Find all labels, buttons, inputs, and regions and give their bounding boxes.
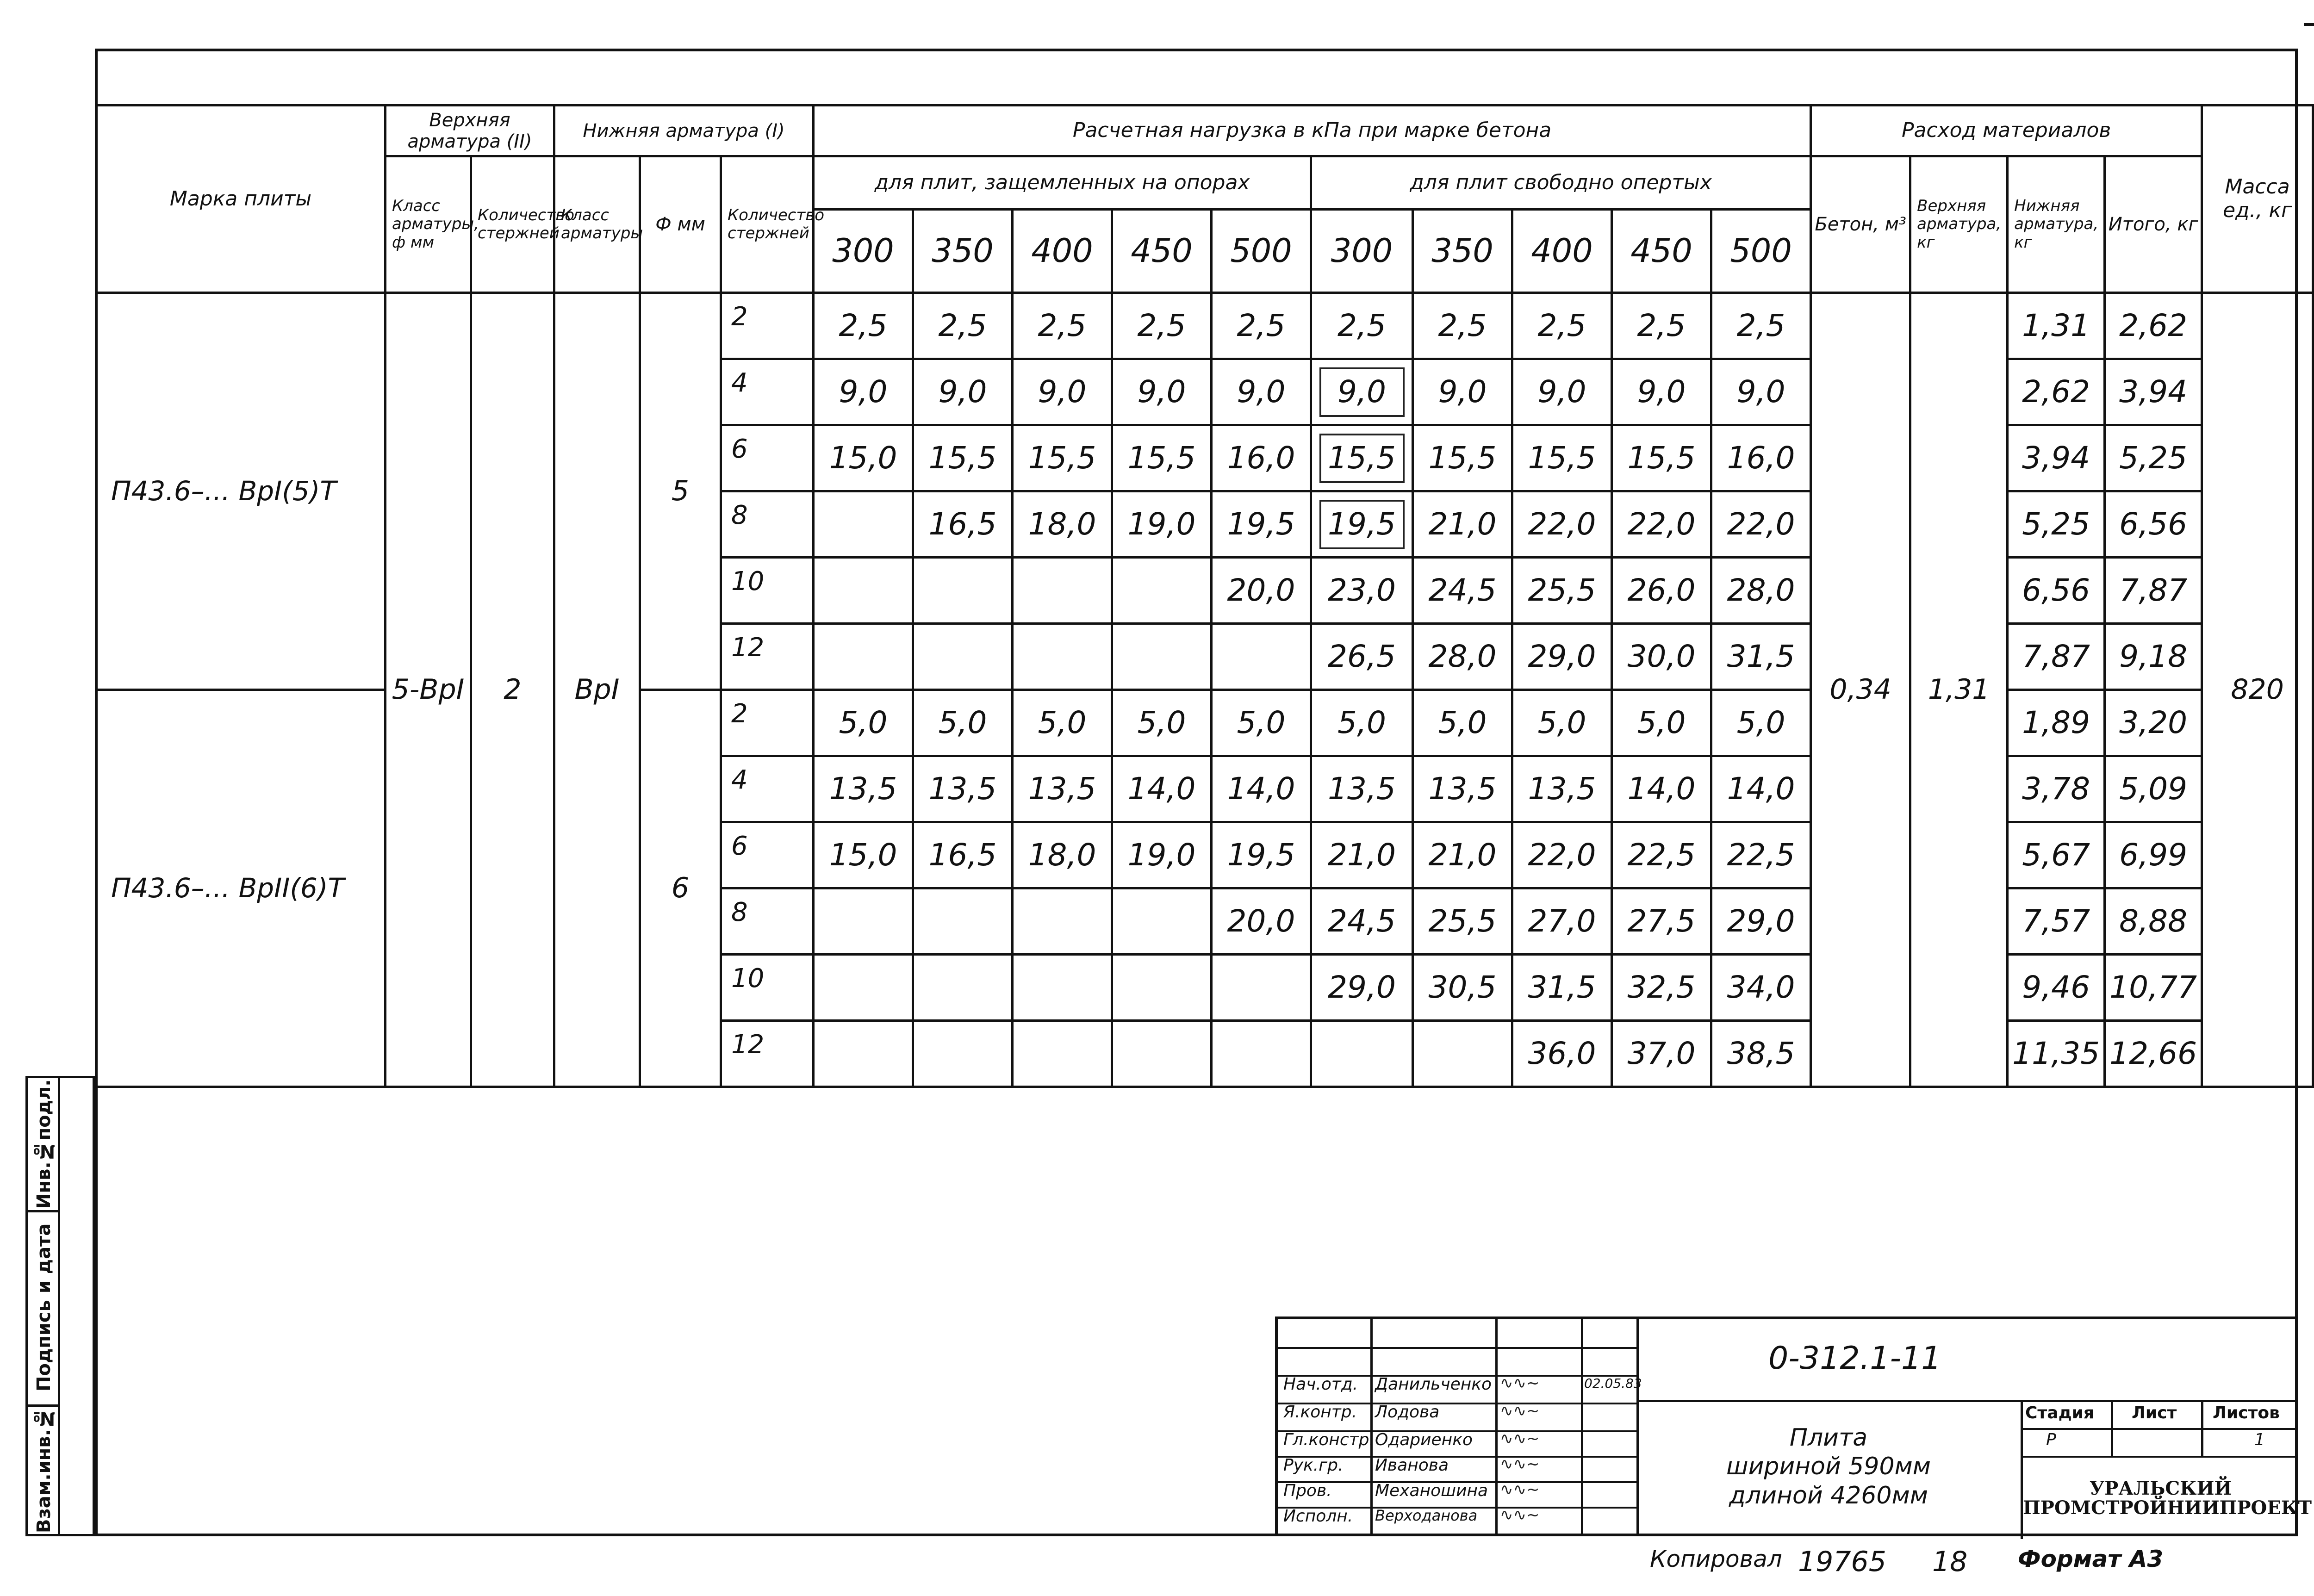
load-value: 2,5 [913, 293, 1013, 359]
load-value: 5,0 [913, 690, 1013, 756]
total-kg: 6,99 [2105, 822, 2202, 888]
role-5: Исполн. [1283, 1507, 1353, 1526]
load-value: 19,0 [1112, 822, 1212, 888]
load-value: 19,5 [1212, 822, 1311, 888]
total-kg: 3,94 [2105, 359, 2202, 425]
total-kg: 9,18 [2105, 624, 2202, 690]
hdr-lower-kg: Нижняя арматура, кг [2008, 156, 2105, 293]
load-value: 23,0 [1311, 558, 1413, 624]
title-block [1275, 1317, 2312, 1536]
name-5: Верходанова [1375, 1507, 1478, 1524]
upper-qty: 2 [471, 293, 554, 1087]
name-4: Механошина [1375, 1481, 1488, 1500]
role-4: Пров. [1283, 1481, 1332, 1500]
grade-1: 350 [913, 210, 1013, 293]
lower-reinf-kg: 1,89 [2008, 690, 2105, 756]
hdr-cls-lower: Класс арматуры [554, 156, 640, 293]
load-value: 5,0 [814, 690, 913, 756]
hdr-design-load: Расчетная нагрузка в кПа при марке бетона [814, 106, 1811, 156]
title-line-3: длиной 4260мм [1729, 1481, 1928, 1509]
load-value [1112, 955, 1212, 1021]
load-value: 13,5 [1413, 756, 1512, 822]
lower-reinf-kg: 6,56 [2008, 558, 2105, 624]
load-value: 16,0 [1711, 425, 1811, 491]
load-value: 26,0 [1612, 558, 1711, 624]
stage-label: Стадия [2025, 1403, 2094, 1422]
load-value [1013, 955, 1112, 1021]
load-value [1212, 1021, 1311, 1087]
load-value: 2,5 [1311, 293, 1413, 359]
grade-7: 400 [1512, 210, 1612, 293]
load-value [913, 888, 1013, 955]
load-value: 5,0 [1413, 690, 1512, 756]
grade-5: 300 [1311, 210, 1413, 293]
bar-count: 6 [721, 425, 814, 491]
load-table [95, 104, 2314, 1088]
load-value: 30,5 [1413, 955, 1512, 1021]
hdr-qty-lower: Количество стержней [721, 156, 814, 293]
title-line-1: Плита [1789, 1424, 1868, 1452]
load-value: 9,0 [1711, 359, 1811, 425]
bar-count: 10 [721, 558, 814, 624]
load-value: 25,5 [1512, 558, 1612, 624]
grade-4: 500 [1212, 210, 1311, 293]
lower-reinf-kg: 5,25 [2008, 491, 2105, 558]
name-0: Данильченко [1375, 1375, 1492, 1394]
total-kg: 5,09 [2105, 756, 2202, 822]
upper-class: 5-ВрI [386, 293, 471, 1087]
load-value: 18,0 [1013, 491, 1112, 558]
total-kg: 2,62 [2105, 293, 2202, 359]
lower-dia: 6 [640, 690, 721, 1087]
load-value [814, 1021, 913, 1087]
lower-reinf-kg: 3,94 [2008, 425, 2105, 491]
load-value [1413, 1021, 1512, 1087]
footer-n2: 18 [1932, 1546, 1968, 1578]
total-kg: 12,66 [2105, 1021, 2202, 1087]
load-value: 15,5 [913, 425, 1013, 491]
load-value: 22,0 [1512, 822, 1612, 888]
bar-count: 4 [721, 359, 814, 425]
load-value: 15,5 [1311, 425, 1413, 491]
bar-count: 2 [721, 293, 814, 359]
sheet-label: Лист [2132, 1403, 2177, 1422]
name-1: Лодова [1375, 1403, 1440, 1422]
load-value: 2,5 [1512, 293, 1612, 359]
sheets-value: 1 [2254, 1430, 2265, 1449]
load-value [1212, 624, 1311, 690]
footer-copied: Копировал [1650, 1546, 1782, 1572]
grade-0: 300 [814, 210, 913, 293]
load-value: 9,0 [1512, 359, 1612, 425]
load-value: 20,0 [1212, 558, 1311, 624]
load-value: 28,0 [1711, 558, 1811, 624]
lower-reinf-kg: 5,67 [2008, 822, 2105, 888]
doc-title [1643, 1423, 2014, 1510]
bar-count: 10 [721, 955, 814, 1021]
load-value [913, 624, 1013, 690]
hdr-total-kg: Итого, кг [2105, 156, 2202, 293]
load-value: 2,5 [1612, 293, 1711, 359]
stage-value: Р [2046, 1430, 2056, 1449]
load-value: 22,0 [1612, 491, 1711, 558]
load-value: 38,5 [1711, 1021, 1811, 1087]
role-1: Я.контр. [1283, 1403, 1357, 1422]
load-value: 31,5 [1512, 955, 1612, 1021]
total-kg: 8,88 [2105, 888, 2202, 955]
signature-1: ∿∿~ [1500, 1402, 1540, 1420]
name-2: Одариенко [1375, 1430, 1473, 1449]
grade-2: 400 [1013, 210, 1112, 293]
load-value: 9,0 [1311, 359, 1413, 425]
load-value: 2,5 [1413, 293, 1512, 359]
load-value: 14,0 [1711, 756, 1811, 822]
load-value [1112, 558, 1212, 624]
total-kg: 7,87 [2105, 558, 2202, 624]
load-value: 30,0 [1612, 624, 1711, 690]
load-value: 5,0 [1013, 690, 1112, 756]
load-value [913, 558, 1013, 624]
load-value: 29,0 [1311, 955, 1413, 1021]
load-value: 9,0 [1013, 359, 1112, 425]
load-value [1013, 624, 1112, 690]
role-3: Рук.гр. [1283, 1456, 1344, 1475]
grade-3: 450 [1112, 210, 1212, 293]
load-value: 5,0 [1711, 690, 1811, 756]
hdr-materials: Расход материалов [1811, 106, 2202, 156]
load-value [1013, 888, 1112, 955]
side-label-replace: Взам.инв.№ [33, 1408, 55, 1533]
upper-reinf-kg: 1,31 [1910, 293, 2008, 1087]
load-value: 31,5 [1711, 624, 1811, 690]
hdr-clamped: для плит, защемленных на опорах [814, 156, 1311, 210]
hdr-mass: Масса ед., кг [2202, 106, 2313, 293]
bar-count: 12 [721, 624, 814, 690]
signature-0: ∿∿~ [1500, 1374, 1540, 1392]
hdr-simply: для плит свободно опертых [1311, 156, 1811, 210]
load-value: 24,5 [1311, 888, 1413, 955]
load-value [1212, 955, 1311, 1021]
bar-count: 2 [721, 690, 814, 756]
load-value: 13,5 [1512, 756, 1612, 822]
load-value: 32,5 [1612, 955, 1711, 1021]
footer-format: Формат А3 [2018, 1546, 2164, 1572]
load-value: 5,0 [1612, 690, 1711, 756]
load-value: 19,0 [1112, 491, 1212, 558]
total-kg: 5,25 [2105, 425, 2202, 491]
sheets-label: Листов [2213, 1403, 2280, 1422]
hdr-dia: Ф мм [640, 156, 721, 293]
load-value [913, 955, 1013, 1021]
load-value: 19,5 [1212, 491, 1311, 558]
total-kg: 6,56 [2105, 491, 2202, 558]
total-kg: 10,77 [2105, 955, 2202, 1021]
load-value: 5,0 [1512, 690, 1612, 756]
load-value: 9,0 [814, 359, 913, 425]
role-0: Нач.отд. [1283, 1375, 1358, 1394]
load-value: 22,5 [1711, 822, 1811, 888]
load-value: 2,5 [814, 293, 913, 359]
signature-5: ∿∿~ [1500, 1506, 1540, 1524]
load-value: 22,0 [1512, 491, 1612, 558]
load-value [1112, 888, 1212, 955]
grade-8: 450 [1612, 210, 1711, 293]
lower-reinf-kg: 3,78 [2008, 756, 2105, 822]
side-label-inv: Инв.№подл. [33, 1079, 55, 1209]
bar-count: 12 [721, 1021, 814, 1087]
hdr-concrete: Бетон, м³ [1811, 156, 1910, 293]
load-value: 5,0 [1212, 690, 1311, 756]
load-value [814, 888, 913, 955]
title-line-2: шириной 590мм [1726, 1453, 1931, 1481]
load-value: 13,5 [1311, 756, 1413, 822]
load-value: 9,0 [1413, 359, 1512, 425]
date: 02.05.83 [1584, 1376, 1642, 1391]
load-value: 19,5 [1311, 491, 1413, 558]
load-value: 13,5 [814, 756, 913, 822]
hdr-upper-kg: Верхняя арматура, кг [1910, 156, 2008, 293]
load-value: 29,0 [1711, 888, 1811, 955]
load-value [814, 491, 913, 558]
load-value: 15,5 [1512, 425, 1612, 491]
lower-class: ВрI [554, 293, 640, 1087]
load-value [814, 558, 913, 624]
lower-dia: 5 [640, 293, 721, 690]
load-value: 16,5 [913, 822, 1013, 888]
load-value: 15,0 [814, 425, 913, 491]
load-value: 29,0 [1512, 624, 1612, 690]
load-value: 22,5 [1612, 822, 1711, 888]
load-value: 24,5 [1413, 558, 1512, 624]
bar-count: 6 [721, 822, 814, 888]
signature-4: ∿∿~ [1500, 1480, 1540, 1499]
footer-num: 19765 [1798, 1546, 1886, 1578]
load-value: 20,0 [1212, 888, 1311, 955]
bar-count: 8 [721, 888, 814, 955]
plate-mark: П43.6–... ВрII(6)Т [96, 690, 386, 1087]
lower-reinf-kg: 7,87 [2008, 624, 2105, 690]
signature-2: ∿∿~ [1500, 1429, 1540, 1448]
hdr-qty-upper: Количество стержней [471, 156, 554, 293]
load-value: 9,0 [1112, 359, 1212, 425]
load-value: 2,5 [1212, 293, 1311, 359]
load-value: 9,0 [913, 359, 1013, 425]
load-value: 13,5 [1013, 756, 1112, 822]
hdr-lower: Нижняя арматура (I) [554, 106, 814, 156]
load-value: 16,0 [1212, 425, 1311, 491]
signature-3: ∿∿~ [1500, 1455, 1540, 1473]
load-value: 2,5 [1013, 293, 1112, 359]
load-value: 9,0 [1612, 359, 1711, 425]
load-value [1112, 1021, 1212, 1087]
load-value: 5,0 [1311, 690, 1413, 756]
load-value [1013, 1021, 1112, 1087]
load-value: 2,5 [1112, 293, 1212, 359]
load-value: 14,0 [1612, 756, 1711, 822]
load-value: 37,0 [1612, 1021, 1711, 1087]
total-kg: 3,20 [2105, 690, 2202, 756]
unit-mass: 820 [2202, 293, 2313, 1087]
table-row [96, 293, 2313, 359]
hdr-mark: Марка плиты [96, 106, 386, 293]
load-value: 22,0 [1711, 491, 1811, 558]
load-value: 15,5 [1013, 425, 1112, 491]
load-value: 15,5 [1612, 425, 1711, 491]
load-value [1112, 624, 1212, 690]
load-value: 14,0 [1212, 756, 1311, 822]
load-value: 5,0 [1112, 690, 1212, 756]
doc-code: 0-312.1-11 [1768, 1340, 1941, 1377]
lower-reinf-kg: 1,31 [2008, 293, 2105, 359]
load-value: 9,0 [1212, 359, 1311, 425]
load-value: 27,5 [1612, 888, 1711, 955]
bar-count: 4 [721, 756, 814, 822]
hdr-upper: Верхняя арматура (II) [386, 106, 554, 156]
side-label-sign: Подпись и дата [33, 1223, 55, 1391]
bar-count: 8 [721, 491, 814, 558]
load-value: 34,0 [1711, 955, 1811, 1021]
load-value: 13,5 [913, 756, 1013, 822]
corner-mark [2304, 23, 2314, 44]
load-value: 2,5 [1711, 293, 1811, 359]
load-value: 15,0 [814, 822, 913, 888]
load-value [814, 624, 913, 690]
hdr-cls-upper: Класс арматуры, ф мм [386, 156, 471, 293]
load-value [913, 1021, 1013, 1087]
plate-mark: П43.6–... ВрI(5)Т [96, 293, 386, 690]
load-value: 36,0 [1512, 1021, 1612, 1087]
name-3: Иванова [1375, 1456, 1449, 1475]
load-value [1013, 558, 1112, 624]
load-value: 18,0 [1013, 822, 1112, 888]
lower-reinf-kg: 9,46 [2008, 955, 2105, 1021]
role-2: Гл.констр. [1283, 1430, 1375, 1449]
load-value [814, 955, 913, 1021]
load-value: 28,0 [1413, 624, 1512, 690]
load-value: 25,5 [1413, 888, 1512, 955]
load-value: 15,5 [1413, 425, 1512, 491]
side-stamp [25, 1076, 95, 1536]
load-value: 21,0 [1413, 491, 1512, 558]
load-value [1311, 1021, 1413, 1087]
load-value: 21,0 [1311, 822, 1413, 888]
lower-reinf-kg: 11,35 [2008, 1021, 2105, 1087]
load-value: 27,0 [1512, 888, 1612, 955]
concrete-volume: 0,34 [1811, 293, 1910, 1087]
grade-9: 500 [1711, 210, 1811, 293]
load-value: 26,5 [1311, 624, 1413, 690]
grade-6: 350 [1413, 210, 1512, 293]
org-stamp: УРАЛЬСКИЙ ПРОМСТРОЙНИИПРОЕКТ [2023, 1478, 2312, 1519]
lower-reinf-kg: 7,57 [2008, 888, 2105, 955]
load-value: 14,0 [1112, 756, 1212, 822]
load-value: 21,0 [1413, 822, 1512, 888]
load-value: 16,5 [913, 491, 1013, 558]
lower-reinf-kg: 2,62 [2008, 359, 2105, 425]
load-value: 15,5 [1112, 425, 1212, 491]
